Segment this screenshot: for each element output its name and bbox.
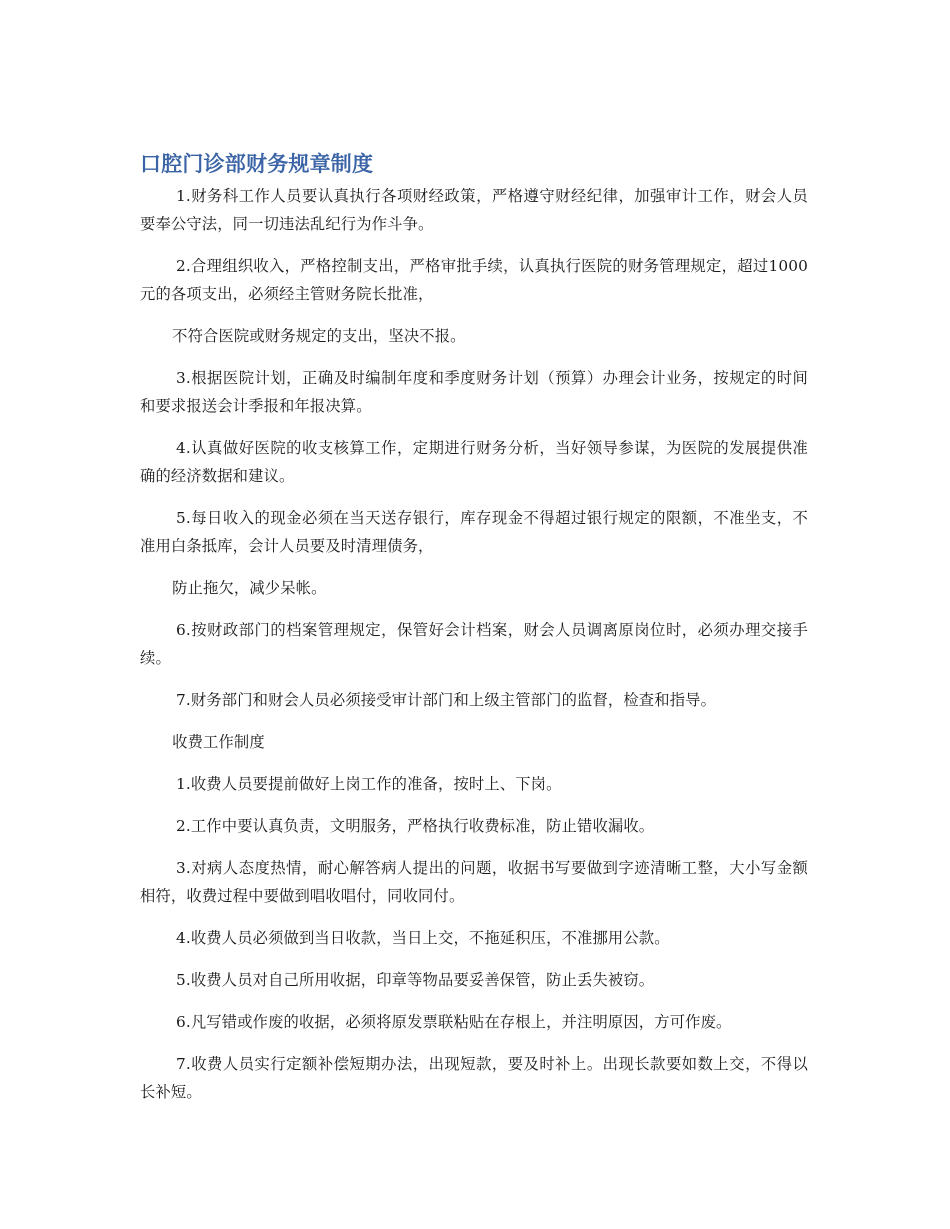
paragraph-finance-5-continued: 防止拖欠，减少呆帐。 — [172, 579, 327, 597]
paragraph-fee-5: 5.收费人员对自己所用收据，印章等物品要妥善保管，防止丢失被窃。 — [175, 971, 655, 989]
paragraph-fee-4: 4.收费人员必须做到当日收款，当日上交，不拖延积压，不准挪用公款。 — [175, 929, 670, 947]
paragraph-fee-3: 3.对病人态度热情，耐心解答病人提出的问题，收据书写要做到字迹清晰工整，大小写金额相符，收费过程中要做到唱收唱付，同收同付。 — [140, 859, 808, 905]
paragraph-fee-6: 6.凡写错或作废的收据，必须将原发票联粘贴在存根上，并注明原因，方可作废。 — [175, 1013, 732, 1031]
paragraph-finance-2: 2.合理组织收入，严格控制支出，严格审批手续，认真执行医院的财务管理规定，超过1000元的各项支出，必须经主管财务院长批准， — [140, 257, 808, 303]
paragraph-finance-4: 4.认真做好医院的收支核算工作，定期进行财务分析，当好领导参谋，为医院的发展提供准确的经济数据和建议。 — [140, 439, 808, 485]
paragraph-finance-1: 1.财务科工作人员要认真执行各项财经政策，严格遵守财经纪律，加强审计工作，财会人员要奉公守法，同一切违法乱纪行为作斗争。 — [140, 187, 808, 233]
paragraph-fee-2: 2.工作中要认真负责，文明服务，严格执行收费标准，防止错收漏收。 — [175, 817, 655, 835]
paragraph-finance-5: 5.每日收入的现金必须在当天送存银行，库存现金不得超过银行规定的限额，不准坐支，不准用白条抵库，会计人员要及时清理债务， — [140, 509, 808, 555]
paragraph-finance-2-continued: 不符合医院或财务规定的支出，坚决不报。 — [172, 327, 466, 345]
section-heading-fee-rules: 收费工作制度 — [172, 733, 265, 751]
page-title: 口腔门诊部财务规章制度 — [140, 152, 374, 176]
document-page — [140, 148, 808, 1120]
paragraph-fee-7: 7.收费人员实行定额补偿短期办法，出现短款，要及时补上。出现长款要如数上交，不得以长补短。 — [140, 1055, 808, 1101]
paragraph-finance-6: 6.按财政部门的档案管理规定，保管好会计档案，财会人员调离原岗位时，必须办理交接手续。 — [140, 621, 808, 667]
paragraph-fee-1: 1.收费人员要提前做好上岗工作的准备，按时上、下岗。 — [175, 775, 562, 793]
paragraph-finance-3: 3.根据医院计划，正确及时编制年度和季度财务计划（预算）办理会计业务，按规定的时间和要求报送会计季报和年报决算。 — [140, 369, 808, 415]
paragraph-finance-7: 7.财务部门和财会人员必须接受审计部门和上级主管部门的监督，检查和指导。 — [175, 691, 717, 709]
